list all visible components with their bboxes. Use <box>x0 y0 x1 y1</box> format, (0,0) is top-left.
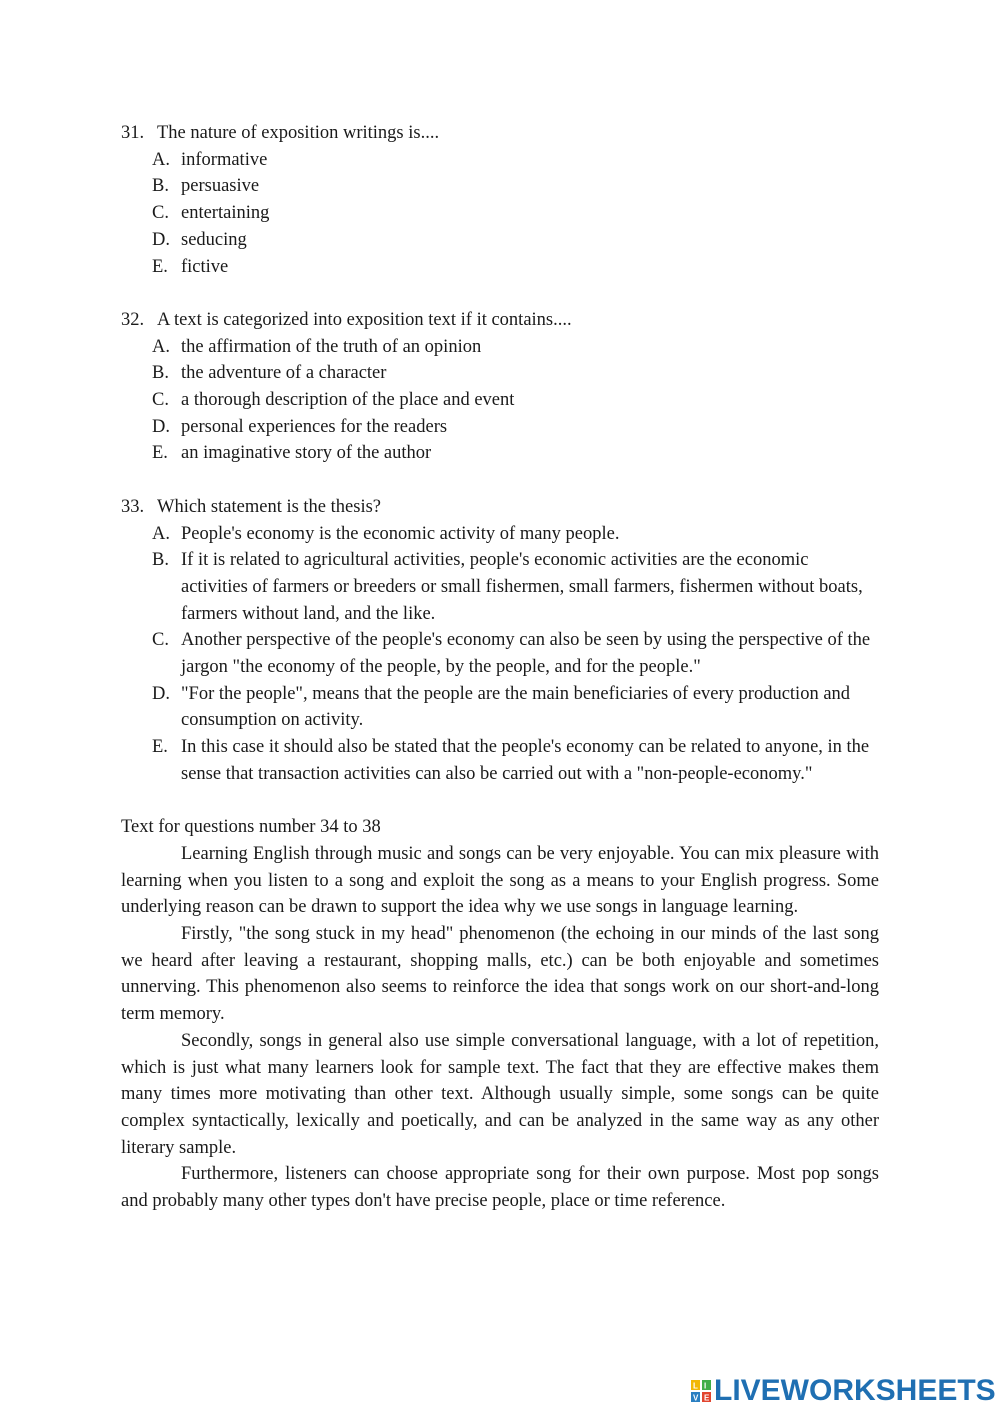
option-text: the adventure of a character <box>181 363 387 384</box>
option-letter: B. <box>152 363 169 384</box>
question-number: 33. <box>121 496 145 517</box>
option-c <box>121 387 879 414</box>
option-letter: A. <box>152 523 170 544</box>
option-text: entertaining <box>181 203 270 224</box>
reading-paragraph: Learning English through music and songs can be very enjoyable. You can mix pleasure with learning when you listen to a song and exploit the song as a means to your English progress. Some underlying reason can be drawn to support the idea why we use songs in language learning. <box>121 843 879 918</box>
option-letter: B. <box>152 176 169 197</box>
option-text: a thorough description of the place and event <box>181 390 515 411</box>
liveworksheets-logo-icon <box>691 1380 711 1402</box>
option-e <box>121 440 879 467</box>
option-a <box>121 334 879 361</box>
option-letter: C. <box>152 630 169 651</box>
option-text: an imaginative story of the author <box>181 443 432 464</box>
svg-text:V: V <box>693 1393 699 1402</box>
option-text: People's economy is the economic activity of many people. <box>181 523 620 544</box>
option-a <box>121 147 879 174</box>
option-text: persuasive <box>181 176 260 197</box>
option-letter: A. <box>152 336 170 357</box>
question-number: 31. <box>121 123 145 143</box>
option-b <box>121 360 879 387</box>
option-text: Another perspective of the people's economy can also be seen by using the perspective of the jargon "the economy of the people, by the people, and for the people." <box>181 630 871 678</box>
question-text: The nature of exposition writings is.... <box>157 123 440 143</box>
question-stem <box>121 120 879 147</box>
reading-paragraph: Firstly, "the song stuck in my head" phenomenon (the echoing in our minds of the last song we heard after leaving a restaurant, shopping malls, etc.) can be both enjoyable and sometimes unnerving. This phenomenon also seems to reinforce the idea that songs work on our short-and-long term memory. <box>121 924 879 1025</box>
option-text: In this case it should also be stated that the people's economy can be related to anyone, in the sense that transaction activities can also be carried out with a "non-people-economy." <box>181 737 870 784</box>
logo-text: LIVEWORKSHEETS <box>714 1374 996 1407</box>
option-letter: E. <box>152 443 168 464</box>
svg-text:E: E <box>704 1393 710 1402</box>
option-letter: E. <box>152 256 168 277</box>
liveworksheets-logo <box>691 1374 996 1408</box>
option-text: personal experiences for the readers <box>181 416 448 437</box>
question-stem <box>121 307 879 334</box>
option-letter: D. <box>152 229 170 250</box>
option-letter: E. <box>152 737 168 758</box>
option-text: informative <box>181 149 268 170</box>
option-letter: C. <box>152 390 169 411</box>
option-b <box>121 173 879 200</box>
question-number: 32. <box>121 309 145 330</box>
question-text: Which statement is the thesis? <box>157 496 381 517</box>
option-c <box>121 627 879 680</box>
option-letter: D. <box>152 416 170 437</box>
option-c <box>121 200 879 227</box>
reading-paragraph: Furthermore, listeners can choose appropriate song for their own purpose. Most pop songs and probably many other types don't have precise people, place or time reference. <box>121 1164 879 1212</box>
option-letter: A. <box>152 149 170 170</box>
question-33 <box>121 494 879 788</box>
question-32 <box>121 307 879 467</box>
option-text: the affirmation of the truth of an opinion <box>181 336 482 357</box>
option-text: fictive <box>181 256 229 277</box>
option-b <box>121 547 879 627</box>
question-stem <box>121 494 879 521</box>
question-31 <box>121 120 879 280</box>
option-a <box>121 521 879 548</box>
option-list <box>121 334 879 468</box>
worksheet-content <box>121 120 879 1215</box>
question-text: A text is categorized into exposition text if it contains.... <box>157 309 572 330</box>
option-d <box>121 681 879 734</box>
option-letter: B. <box>152 550 169 571</box>
option-text: "For the people", means that the people are the main beneficiaries of every production and consumption on activity. <box>181 683 851 731</box>
option-d <box>121 227 879 254</box>
svg-text:I: I <box>704 1381 707 1391</box>
reading-heading: Text for questions number 34 to 38 <box>121 817 381 838</box>
svg-text:L: L <box>693 1381 698 1391</box>
reading-passage <box>121 814 879 1215</box>
option-list <box>121 521 879 788</box>
option-list <box>121 147 879 281</box>
option-text: seducing <box>181 229 247 250</box>
option-letter: C. <box>152 203 169 224</box>
option-e <box>121 254 879 281</box>
option-e <box>121 734 879 787</box>
reading-paragraph: Secondly, songs in general also use simple conversational language, with a lot of repetition, which is just what many learners look for sample text. The fact that they are effective makes them many times more motivating than other text. Although usually simple, some songs can be quite complex syntactically, lexically and poetically, and can be analyzed in the same way as any other literary sample. <box>121 1030 879 1158</box>
option-letter: D. <box>152 683 170 704</box>
option-text: If it is related to agricultural activities, people's economic activities are the economic activities of farmers or breeders or small fishermen, small farmers, fishermen without boats, farmers without land, and the like. <box>181 550 863 624</box>
option-d <box>121 414 879 441</box>
